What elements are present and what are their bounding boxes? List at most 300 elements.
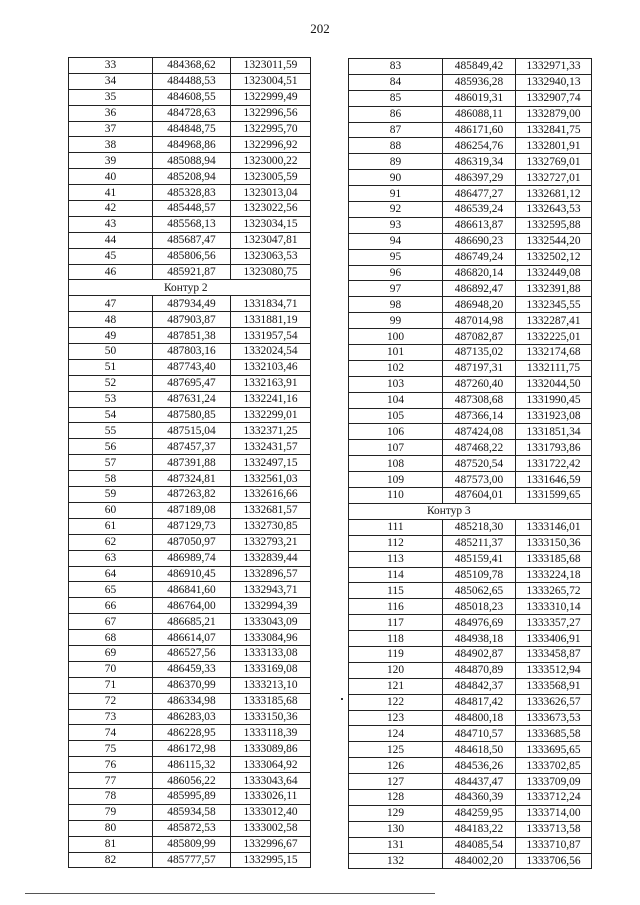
- table-row: [349, 774, 592, 790]
- table-row: [69, 693, 311, 709]
- point-number: 36: [69, 105, 153, 121]
- x-coordinate: 486459,33: [153, 661, 231, 677]
- table-row: [69, 518, 311, 534]
- y-coordinate: 1332225,01: [516, 329, 592, 345]
- x-coordinate: 484728,63: [153, 105, 231, 121]
- x-coordinate: 487515,04: [153, 423, 231, 439]
- point-number: 60: [69, 502, 153, 518]
- x-coordinate: 484938,18: [443, 631, 516, 647]
- table-row: [69, 677, 311, 693]
- y-coordinate: 1332287,41: [516, 313, 592, 329]
- table-row: [69, 773, 311, 789]
- point-number: 89: [349, 154, 443, 170]
- x-coordinate: 486370,99: [153, 677, 231, 693]
- x-coordinate: 485208,94: [153, 169, 231, 185]
- x-coordinate: 485062,65: [443, 583, 516, 599]
- x-coordinate: 486115,32: [153, 757, 231, 773]
- y-coordinate: 1331923,08: [516, 408, 592, 424]
- table-row: [69, 375, 311, 391]
- table-row: [349, 853, 592, 869]
- point-number: 92: [349, 202, 443, 218]
- table-row: [349, 233, 592, 249]
- point-number: 59: [69, 487, 153, 503]
- y-coordinate: 1333026,11: [231, 788, 311, 804]
- x-coordinate: 486820,14: [443, 265, 516, 281]
- x-coordinate: 487851,38: [153, 328, 231, 344]
- x-coordinate: 486397,29: [443, 170, 516, 186]
- x-coordinate: 487934,49: [153, 296, 231, 312]
- table-row: [349, 615, 592, 631]
- y-coordinate: 1332163,91: [231, 375, 311, 391]
- point-number: 86: [349, 106, 443, 122]
- point-number: 79: [69, 804, 153, 820]
- point-number: 63: [69, 550, 153, 566]
- contour-header-row: [349, 503, 592, 519]
- table-row: [69, 757, 311, 773]
- bottom-rule: [25, 893, 435, 894]
- table-row: [69, 709, 311, 725]
- page-number: 202: [310, 21, 330, 36]
- table-row: [349, 138, 592, 154]
- point-number: 62: [69, 534, 153, 550]
- y-coordinate: 1333012,40: [231, 804, 311, 820]
- y-coordinate: 1332024,54: [231, 344, 311, 360]
- y-coordinate: 1332995,15: [231, 852, 311, 868]
- y-coordinate: 1333709,09: [516, 774, 592, 790]
- point-number: 99: [349, 313, 443, 329]
- table-row: [349, 74, 592, 90]
- table-row: [349, 59, 592, 75]
- x-coordinate: 487391,88: [153, 455, 231, 471]
- y-coordinate: 1333185,68: [516, 551, 592, 567]
- x-coordinate: 484259,95: [443, 805, 516, 821]
- table-row: [69, 725, 311, 741]
- y-coordinate: 1332391,88: [516, 281, 592, 297]
- table-row: [349, 758, 592, 774]
- x-coordinate: 485088,94: [153, 153, 231, 169]
- x-coordinate: 484710,57: [443, 726, 516, 742]
- point-number: 43: [69, 216, 153, 232]
- table-row: [349, 329, 592, 345]
- table-row: [349, 186, 592, 202]
- point-number: 53: [69, 391, 153, 407]
- table-row: [69, 137, 311, 153]
- y-coordinate: 1333185,68: [231, 693, 311, 709]
- table-row: [69, 487, 311, 503]
- point-number: 105: [349, 408, 443, 424]
- x-coordinate: 484870,89: [443, 662, 516, 678]
- table-row: [349, 297, 592, 313]
- table-row: [69, 502, 311, 518]
- x-coordinate: 486334,98: [153, 693, 231, 709]
- y-coordinate: 1332103,46: [231, 359, 311, 375]
- table-row: [69, 455, 311, 471]
- table-row: [69, 296, 311, 312]
- point-number: 112: [349, 535, 443, 551]
- point-number: 87: [349, 122, 443, 138]
- table-row: [69, 423, 311, 439]
- contour-label: Контур 2: [69, 280, 311, 296]
- y-coordinate: 1333064,92: [231, 757, 311, 773]
- x-coordinate: 486539,24: [443, 202, 516, 218]
- point-number: 111: [349, 519, 443, 535]
- point-number: 97: [349, 281, 443, 297]
- y-coordinate: 1333213,10: [231, 677, 311, 693]
- x-coordinate: 487468,22: [443, 440, 516, 456]
- point-number: 124: [349, 726, 443, 742]
- point-number: 76: [69, 757, 153, 773]
- y-coordinate: 1332681,57: [231, 502, 311, 518]
- point-number: 65: [69, 582, 153, 598]
- table-row: [349, 519, 592, 535]
- point-number: 95: [349, 249, 443, 265]
- contour-header-row: [69, 280, 311, 296]
- point-number: 42: [69, 201, 153, 217]
- point-number: 57: [69, 455, 153, 471]
- table-row: [349, 90, 592, 106]
- point-number: 93: [349, 217, 443, 233]
- table-row: [69, 836, 311, 852]
- x-coordinate: 487014,98: [443, 313, 516, 329]
- x-coordinate: 487189,08: [153, 502, 231, 518]
- y-coordinate: 1331646,59: [516, 472, 592, 488]
- x-coordinate: 487457,37: [153, 439, 231, 455]
- point-number: 102: [349, 360, 443, 376]
- y-coordinate: 1333406,91: [516, 631, 592, 647]
- point-number: 103: [349, 376, 443, 392]
- x-coordinate: 485921,87: [153, 264, 231, 280]
- x-coordinate: 486614,07: [153, 630, 231, 646]
- x-coordinate: 485018,23: [443, 599, 516, 615]
- point-number: 108: [349, 456, 443, 472]
- point-number: 66: [69, 598, 153, 614]
- y-coordinate: 1323063,53: [231, 248, 311, 264]
- point-number: 34: [69, 73, 153, 89]
- y-coordinate: 1331957,54: [231, 328, 311, 344]
- point-number: 68: [69, 630, 153, 646]
- point-number: 41: [69, 185, 153, 201]
- y-coordinate: 1333695,65: [516, 742, 592, 758]
- point-number: 55: [69, 423, 153, 439]
- x-coordinate: 487903,87: [153, 312, 231, 328]
- y-coordinate: 1333512,94: [516, 662, 592, 678]
- y-coordinate: 1332616,66: [231, 487, 311, 503]
- table-row: [349, 170, 592, 186]
- right-table-body: [349, 59, 592, 869]
- x-coordinate: 484183,22: [443, 821, 516, 837]
- y-coordinate: 1333150,36: [231, 709, 311, 725]
- table-row: [69, 232, 311, 248]
- point-number: 91: [349, 186, 443, 202]
- table-row: [69, 344, 311, 360]
- x-coordinate: 485328,83: [153, 185, 231, 201]
- point-number: 40: [69, 169, 153, 185]
- x-coordinate: 485849,42: [443, 59, 516, 75]
- y-coordinate: 1333133,08: [231, 645, 311, 661]
- table-row: [69, 471, 311, 487]
- point-number: 119: [349, 646, 443, 662]
- x-coordinate: 485218,30: [443, 519, 516, 535]
- y-coordinate: 1332345,55: [516, 297, 592, 313]
- margin-dot: [341, 698, 343, 700]
- y-coordinate: 1331881,19: [231, 312, 311, 328]
- x-coordinate: 487803,16: [153, 344, 231, 360]
- y-coordinate: 1322995,70: [231, 121, 311, 137]
- x-coordinate: 486171,60: [443, 122, 516, 138]
- table-row: [69, 153, 311, 169]
- y-coordinate: 1323013,04: [231, 185, 311, 201]
- point-number: 83: [349, 59, 443, 75]
- y-coordinate: 1332111,75: [516, 360, 592, 376]
- point-number: 35: [69, 89, 153, 105]
- table-row: [69, 185, 311, 201]
- point-number: 107: [349, 440, 443, 456]
- x-coordinate: 487604,01: [443, 488, 516, 504]
- point-number: 50: [69, 344, 153, 360]
- table-row: [349, 106, 592, 122]
- y-coordinate: 1332943,71: [231, 582, 311, 598]
- y-coordinate: 1332044,50: [516, 376, 592, 392]
- table-row: [69, 614, 311, 630]
- point-number: 54: [69, 407, 153, 423]
- table-row: [349, 392, 592, 408]
- x-coordinate: 487580,85: [153, 407, 231, 423]
- x-coordinate: 486172,98: [153, 741, 231, 757]
- point-number: 71: [69, 677, 153, 693]
- point-number: 77: [69, 773, 153, 789]
- y-coordinate: 1332907,74: [516, 90, 592, 106]
- x-coordinate: 486056,22: [153, 773, 231, 789]
- x-coordinate: 487308,68: [443, 392, 516, 408]
- point-number: 39: [69, 153, 153, 169]
- table-row: [349, 805, 592, 821]
- table-row: [69, 73, 311, 89]
- point-number: 131: [349, 837, 443, 853]
- point-number: 38: [69, 137, 153, 153]
- point-number: 48: [69, 312, 153, 328]
- x-coordinate: 485159,41: [443, 551, 516, 567]
- y-coordinate: 1333169,08: [231, 661, 311, 677]
- y-coordinate: 1331722,42: [516, 456, 592, 472]
- table-row: [349, 249, 592, 265]
- y-coordinate: 1333084,96: [231, 630, 311, 646]
- y-coordinate: 1322996,56: [231, 105, 311, 121]
- table-row: [69, 852, 311, 868]
- x-coordinate: 485995,89: [153, 788, 231, 804]
- point-number: 132: [349, 853, 443, 869]
- table-row: [349, 472, 592, 488]
- y-coordinate: 1323005,59: [231, 169, 311, 185]
- y-coordinate: 1323080,75: [231, 264, 311, 280]
- y-coordinate: 1333458,87: [516, 646, 592, 662]
- x-coordinate: 486892,47: [443, 281, 516, 297]
- coordinates-table-right: [348, 58, 592, 869]
- table-row: [69, 741, 311, 757]
- x-coordinate: 485448,57: [153, 201, 231, 217]
- x-coordinate: 484488,53: [153, 73, 231, 89]
- x-coordinate: 486989,74: [153, 550, 231, 566]
- table-row: [69, 121, 311, 137]
- y-coordinate: 1333089,86: [231, 741, 311, 757]
- y-coordinate: 1333002,58: [231, 820, 311, 836]
- x-coordinate: 487129,73: [153, 518, 231, 534]
- point-number: 101: [349, 345, 443, 361]
- point-number: 96: [349, 265, 443, 281]
- table-row: [69, 264, 311, 280]
- point-number: 126: [349, 758, 443, 774]
- y-coordinate: 1333712,24: [516, 789, 592, 805]
- table-row: [69, 550, 311, 566]
- y-coordinate: 1332841,75: [516, 122, 592, 138]
- y-coordinate: 1323011,59: [231, 58, 311, 74]
- x-coordinate: 484848,75: [153, 121, 231, 137]
- table-row: [69, 89, 311, 105]
- table-row: [349, 424, 592, 440]
- y-coordinate: 1332502,12: [516, 249, 592, 265]
- point-number: 121: [349, 678, 443, 694]
- table-row: [349, 694, 592, 710]
- y-coordinate: 1332371,25: [231, 423, 311, 439]
- point-number: 129: [349, 805, 443, 821]
- y-coordinate: 1332544,20: [516, 233, 592, 249]
- x-coordinate: 485934,58: [153, 804, 231, 820]
- point-number: 52: [69, 375, 153, 391]
- x-coordinate: 487424,08: [443, 424, 516, 440]
- table-row: [349, 440, 592, 456]
- table-row: [69, 407, 311, 423]
- y-coordinate: 1333702,85: [516, 758, 592, 774]
- point-number: 117: [349, 615, 443, 631]
- point-number: 49: [69, 328, 153, 344]
- point-number: 81: [69, 836, 153, 852]
- table-row: [69, 630, 311, 646]
- y-coordinate: 1323004,51: [231, 73, 311, 89]
- x-coordinate: 487573,00: [443, 472, 516, 488]
- x-coordinate: 487366,14: [443, 408, 516, 424]
- table-row: [69, 312, 311, 328]
- table-row: [349, 217, 592, 233]
- x-coordinate: 487631,24: [153, 391, 231, 407]
- table-row: [349, 408, 592, 424]
- y-coordinate: 1331851,34: [516, 424, 592, 440]
- point-number: 122: [349, 694, 443, 710]
- left-table-body: [69, 58, 311, 868]
- y-coordinate: 1331990,45: [516, 392, 592, 408]
- table-row: [349, 789, 592, 805]
- x-coordinate: 485687,47: [153, 232, 231, 248]
- y-coordinate: 1322999,49: [231, 89, 311, 105]
- table-row: [349, 488, 592, 504]
- y-coordinate: 1323034,15: [231, 216, 311, 232]
- y-coordinate: 1332449,08: [516, 265, 592, 281]
- point-number: 85: [349, 90, 443, 106]
- table-row: [349, 583, 592, 599]
- x-coordinate: 485936,28: [443, 74, 516, 90]
- table-row: [69, 788, 311, 804]
- point-number: 37: [69, 121, 153, 137]
- x-coordinate: 484902,87: [443, 646, 516, 662]
- y-coordinate: 1332940,13: [516, 74, 592, 90]
- y-coordinate: 1332497,15: [231, 455, 311, 471]
- table-row: [69, 328, 311, 344]
- point-number: 70: [69, 661, 153, 677]
- table-row: [69, 58, 311, 74]
- point-number: 115: [349, 583, 443, 599]
- y-coordinate: 1333713,58: [516, 821, 592, 837]
- y-coordinate: 1332643,53: [516, 202, 592, 218]
- x-coordinate: 486948,20: [443, 297, 516, 313]
- table-row: [349, 313, 592, 329]
- x-coordinate: 484368,62: [153, 58, 231, 74]
- point-number: 73: [69, 709, 153, 725]
- point-number: 78: [69, 788, 153, 804]
- x-coordinate: 485109,78: [443, 567, 516, 583]
- y-coordinate: 1333706,56: [516, 853, 592, 869]
- x-coordinate: 486319,34: [443, 154, 516, 170]
- y-coordinate: 1323047,81: [231, 232, 311, 248]
- point-number: 45: [69, 248, 153, 264]
- y-coordinate: 1333043,09: [231, 614, 311, 630]
- table-row: [349, 551, 592, 567]
- point-number: 120: [349, 662, 443, 678]
- point-number: 82: [69, 852, 153, 868]
- x-coordinate: 486527,56: [153, 645, 231, 661]
- point-number: 106: [349, 424, 443, 440]
- x-coordinate: 487082,87: [443, 329, 516, 345]
- x-coordinate: 485211,37: [443, 535, 516, 551]
- x-coordinate: 486019,31: [443, 90, 516, 106]
- x-coordinate: 484968,86: [153, 137, 231, 153]
- y-coordinate: 1332879,00: [516, 106, 592, 122]
- x-coordinate: 487520,54: [443, 456, 516, 472]
- y-coordinate: 1332174,68: [516, 345, 592, 361]
- x-coordinate: 486088,11: [443, 106, 516, 122]
- y-coordinate: 1332769,01: [516, 154, 592, 170]
- point-number: 127: [349, 774, 443, 790]
- table-row: [349, 265, 592, 281]
- point-number: 123: [349, 710, 443, 726]
- point-number: 67: [69, 614, 153, 630]
- y-coordinate: 1332730,85: [231, 518, 311, 534]
- point-number: 104: [349, 392, 443, 408]
- x-coordinate: 486749,24: [443, 249, 516, 265]
- point-number: 64: [69, 566, 153, 582]
- x-coordinate: 486685,21: [153, 614, 231, 630]
- table-row: [69, 439, 311, 455]
- point-number: 90: [349, 170, 443, 186]
- x-coordinate: 487695,47: [153, 375, 231, 391]
- table-row: [69, 534, 311, 550]
- x-coordinate: 485809,99: [153, 836, 231, 852]
- table-row: [69, 661, 311, 677]
- x-coordinate: 487260,40: [443, 376, 516, 392]
- y-coordinate: 1332839,44: [231, 550, 311, 566]
- point-number: 58: [69, 471, 153, 487]
- point-number: 47: [69, 296, 153, 312]
- y-coordinate: 1332561,03: [231, 471, 311, 487]
- point-number: 46: [69, 264, 153, 280]
- table-row: [349, 567, 592, 583]
- y-coordinate: 1323022,56: [231, 201, 311, 217]
- x-coordinate: 484608,55: [153, 89, 231, 105]
- point-number: 130: [349, 821, 443, 837]
- x-coordinate: 484536,26: [443, 758, 516, 774]
- y-coordinate: 1333710,87: [516, 837, 592, 853]
- y-coordinate: 1332241,16: [231, 391, 311, 407]
- table-row: [69, 169, 311, 185]
- table-row: [349, 360, 592, 376]
- x-coordinate: 486283,03: [153, 709, 231, 725]
